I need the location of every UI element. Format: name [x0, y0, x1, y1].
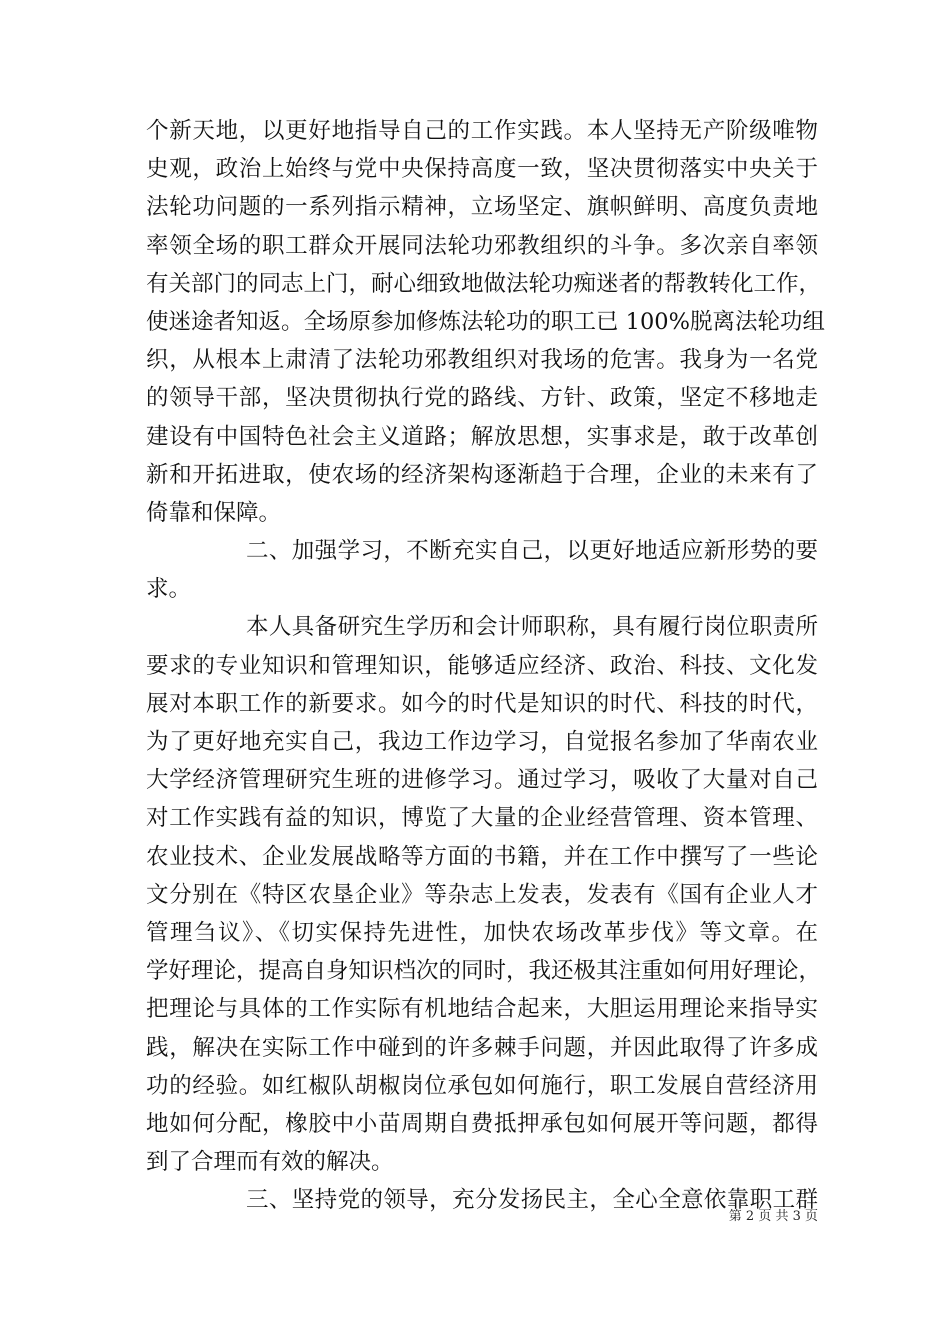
text-line: 求。	[146, 576, 192, 603]
text-line: 农业技术、企业发展战略等方面的书籍，并在工作中撰写了一些论	[146, 843, 818, 870]
text-line: 的领导干部，坚决贯彻执行党的路线、方针、政策，坚定不移地走	[146, 385, 818, 412]
text-line: 展对本职工作的新要求。如今的时代是知识的时代、科技的时代，	[146, 690, 818, 717]
text-line: 要求的专业知识和管理知识，能够适应经济、政治、科技、文化发	[146, 652, 818, 679]
text-line: 大学经济管理研究生班的进修学习。通过学习，吸收了大量对自己	[146, 767, 818, 794]
text-line: 文分别在《特区农垦企业》等杂志上发表，发表有《国有企业人才	[146, 881, 818, 908]
text-line: 三、坚持党的领导，充分发扬民主，全心全意依靠职工群	[246, 1187, 818, 1214]
text-line: 为了更好地充实自己，我边工作边学习，自觉报名参加了华南农业	[146, 729, 818, 755]
page-footer: 第 2 页 共 3 页	[728, 1209, 818, 1224]
text-line: 个新天地，以更好地指导自己的工作实践。本人坚持无产阶级唯物	[146, 118, 818, 144]
text-line: 本人具备研究生学历和会计师职称，具有履行岗位职责所	[246, 614, 818, 641]
text-line: 对工作实践有益的知识，博览了大量的企业经营管理、资本管理、	[146, 805, 818, 832]
text-line: 学好理论，提高自身知识档次的同时，我还极其注重如何用好理论，	[146, 958, 822, 985]
text-line: 使迷途者知返。全场原参加修炼法轮功的职工已 100%脱离法轮功组	[146, 308, 825, 335]
text-line: 倚靠和保障。	[146, 499, 282, 526]
text-line: 把理论与具体的工作实际有机地结合起来，大胆运用理论来指导实	[146, 996, 818, 1023]
text-line: 到了合理而有效的解决。	[146, 1149, 394, 1176]
text-line: 功的经验。如红椒队胡椒岗位承包如何施行，职工发展自营经济用	[146, 1072, 818, 1099]
text-line: 管理刍议》、《切实保持先进性，加快农场改革步伐》等文章。在	[146, 919, 818, 946]
text-line: 地如何分配，橡胶中小苗周期自费抵押承包如何展开等问题，都得	[146, 1110, 818, 1137]
text-line: 史观，政治上始终与党中央保持高度一致，坚决贯彻落实中央关于	[146, 156, 818, 183]
text-line: 织，从根本上肃清了法轮功邪教组织对我场的危害。我身为一名党	[146, 347, 818, 374]
text-line: 践，解决在实际工作中碰到的许多棘手问题，并因此取得了许多成	[146, 1034, 818, 1061]
text-line: 建设有中国特色社会主义道路；解放思想，实事求是，敢于改革创	[146, 423, 818, 450]
text-line: 率领全场的职工群众开展同法轮功邪教组织的斗争。多次亲自率领	[146, 232, 818, 259]
text-line: 法轮功问题的一系列指示精神，立场坚定、旗帜鲜明、高度负责地	[146, 194, 818, 221]
text-line: 二、加强学习，不断充实自己，以更好地适应新形势的要	[246, 538, 818, 565]
body-text	[146, 112, 825, 1219]
text-line: 新和开拓进取，使农场的经济架构逐渐趋于合理，企业的未来有了	[146, 461, 818, 488]
text-line: 有关部门的同志上门，耐心细致地做法轮功痴迷者的帮教转化工作，	[146, 270, 822, 297]
